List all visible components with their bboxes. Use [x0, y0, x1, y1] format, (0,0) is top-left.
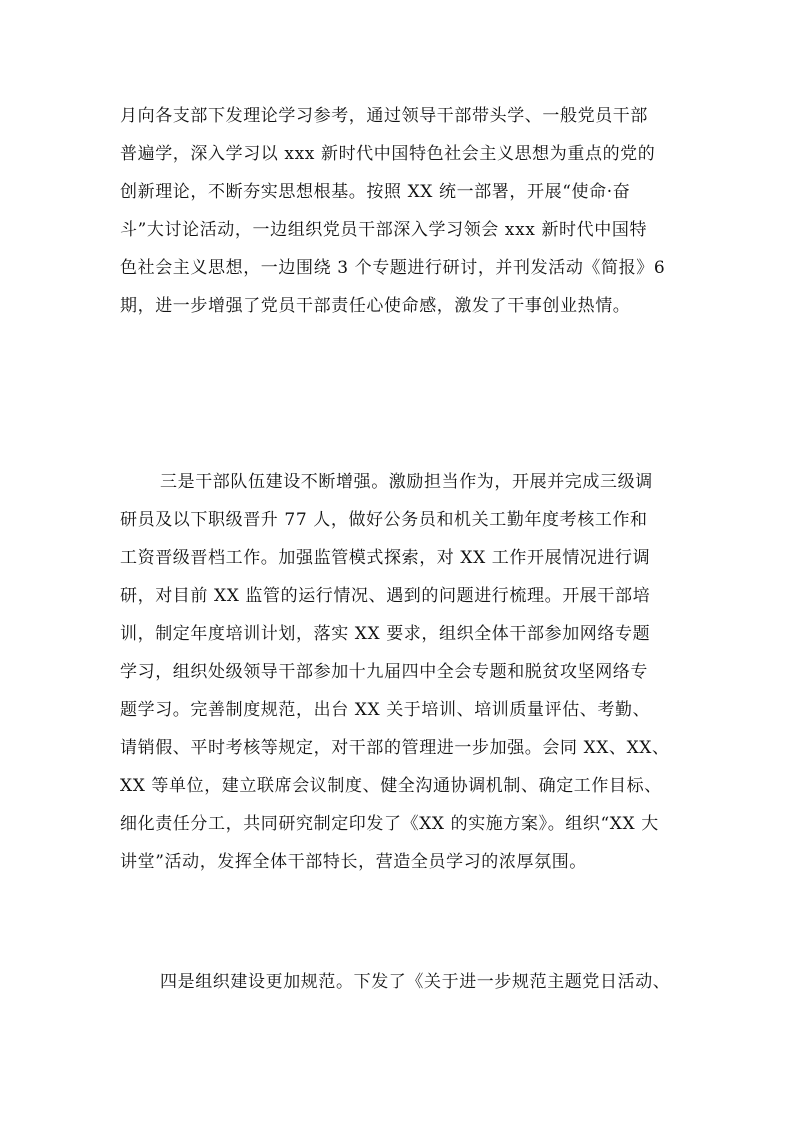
text-line: 研员及以下职级晋升 77 人，做好公务员和机关工勤年度考核工作和	[120, 510, 648, 530]
text-line: 学习，组织处级领导干部参加十九届四中全会专题和脱贫攻坚网络专	[120, 662, 648, 682]
text-line: 期，进一步增强了党员干部责任心使命感，激发了干事创业热情。	[120, 296, 631, 316]
text-line: 月向各支部下发理论学习参考，通过领导干部带头学、一般党员干部	[120, 106, 648, 126]
paragraph-theory-study	[120, 97, 680, 325]
text-line: 细化责任分工，共同研究制定印发了《XX 的实施方案》。组织“XX 大	[120, 814, 659, 834]
text-line: 四是组织建设更加规范。下发了《关于进一步规范主题党日活动、	[160, 972, 671, 992]
text-line: 训，制定年度培训计划，落实 XX 要求，组织全体干部参加网络专题	[120, 624, 651, 644]
paragraph-organization	[120, 963, 680, 1001]
text-line: 普遍学，深入学习以 xxx 新时代中国特色社会主义思想为重点的党的	[120, 144, 656, 164]
text-line: 创新理论，不断夯实思想根基。按照 XX 统一部署，开展“使命·奋	[120, 182, 631, 202]
text-line: 色社会主义思想，一边围绕 3 个专题进行研讨，并刊发活动《简报》6	[120, 258, 666, 278]
text-line: 请销假、平时考核等规定，对干部的管理进一步加强。会同 XX、XX、	[120, 738, 670, 758]
text-line: 题学习。完善制度规范，出台 XX 关于培训、培训质量评估、考勤、	[120, 700, 651, 720]
paragraph-cadre-team	[120, 463, 680, 881]
text-line: 斗”大讨论活动，一边组织党员干部深入学习领会 xxx 新时代中国特	[120, 220, 648, 240]
text-line: 工资晋级晋档工作。加强监管模式探索，对 XX 工作开展情况进行调	[120, 548, 651, 568]
text-line: XX 等单位，建立联席会议制度、健全沟通协调机制、确定工作目标、	[120, 776, 662, 796]
text-line: 讲堂”活动，发挥全体干部特长，营造全员学习的浓厚氛围。	[120, 852, 587, 872]
text-line: 研，对目前 XX 监管的运行情况、遇到的问题进行梳理。开展干部培	[120, 586, 651, 606]
text-line: 三是干部队伍建设不断增强。激励担当作为，开展并完成三级调	[160, 472, 653, 492]
